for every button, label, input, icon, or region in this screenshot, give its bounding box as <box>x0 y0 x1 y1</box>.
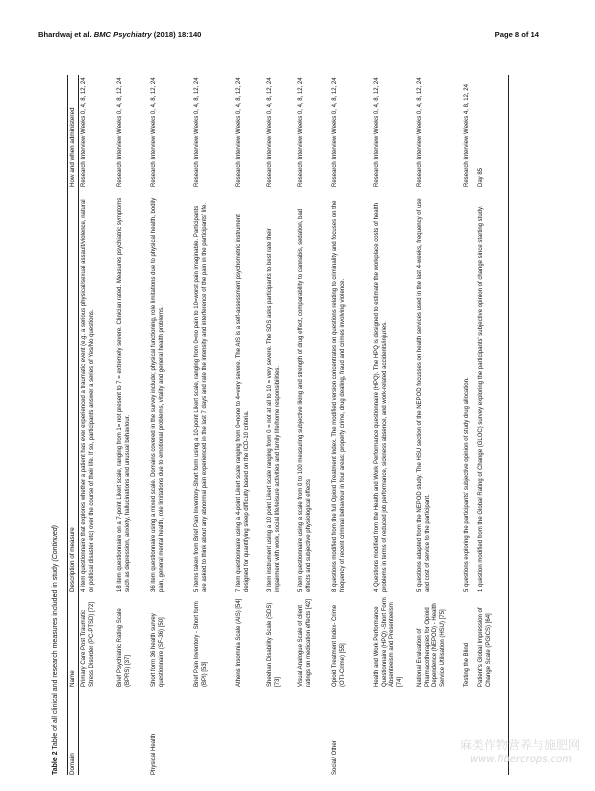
table-header-rule <box>78 75 79 775</box>
row-measure-name: Brief Pain Inventory - Short form (BPI) [53] <box>194 601 208 687</box>
row-description: 5 item questionnaire using a scale from 0 to 100 measuring subjective liking and strength of drug effect, comparability to cannabis, sedation, bad effects and subjective physiological effects <box>298 208 312 592</box>
watermark-chinese: 麻类作物营养与施肥网 <box>460 738 581 752</box>
row-description: 4 Questions modified from the Health and Work Performance questionnaire (HPQ). The HPQ is designed to estimate the workplace costs of health problems in terms of reduced job performance, sickness absence, and work-related accidents/injuries. <box>374 203 388 592</box>
header-journal: BMC Psychiatry <box>93 30 152 39</box>
row-administration: Research Interview Weeks 0, 4, 8, 12, 24 <box>374 77 380 187</box>
table-top-rule <box>67 75 68 775</box>
row-description: 1 question modified from the Global Rating of Change (GLOC) survey exploring the participants' subjective opinion of change since starting study. <box>478 205 484 592</box>
running-header-citation <box>38 30 201 39</box>
row-description: 4 item questionnaire that explores whether a patient has ever experienced a traumatic event (e.g. a serious physical/sexual assault/violence, natural or political disaster etc) over the course of their life. If so, participants answer a series of Yes/No questions. <box>81 199 95 592</box>
row-description: 18 item questionnaire on a 7-point Likert scale, ranging from 1= not present to 7 = extremely severe. Clinician rated. Measures psychiatric symptoms such as depression, anxiety, hallucinations and unusual behaviour. <box>117 197 131 592</box>
row-description: 5 items taken from Brief Pain Inventory-Short form using a 10-point Likert scale, ranging from 0=no pain to 10=worst pain imaginable. Participants are asked to think about any abnormal pain experienced in the last 7 days and rate the intensity and interference of the pain in the participants' life. <box>194 202 208 592</box>
row-description: 3 item instrument using a 10 point Likert scale ranging from 0 = not at all to 10 = very severe. The SDS asks participants to best rate their impairment with work, social life/leisure activities and family life/home responsibilities. <box>267 228 281 592</box>
rotated-table <box>52 75 552 775</box>
row-domain: Social/ Other <box>332 740 338 775</box>
row-measure-name: Testing the Blind <box>464 642 470 687</box>
header-citation: (2018) 18:140 <box>153 30 202 39</box>
column-header-administration: How and when administered <box>69 107 76 187</box>
row-administration: Research Interview Weeks 4, 8, 12, 24 <box>464 84 470 187</box>
row-measure-name: National Evaluation of Pharmacotherapies for Opioid Dependence (NEPOD) - Health Service Utilisation (HSU) [75] <box>417 603 446 687</box>
column-header-name: Name <box>69 670 76 687</box>
row-description: 5 questions adapted from the NEPOD study. The HSU section of the NEPOD focusses on health services used in the last 4-weeks, frequency of use and cost of service to the participant. <box>417 198 431 592</box>
row-administration: Research Interview Weeks 0, 4, 8, 12, 24 <box>298 77 304 187</box>
row-administration: Research Interview Weeks 0, 4, 8, 12, 24 <box>81 77 87 187</box>
table-caption-text: Table of all clinical and research measures included in study <box>52 563 59 750</box>
header-authors: Bhardwaj et al. <box>38 30 92 39</box>
row-measure-name: Brief Psychiatric Rating Scale (BPRS) [37] <box>117 608 131 687</box>
row-administration: Research Interview Weeks 0, 4, 8, 12, 24 <box>117 77 123 187</box>
row-measure-name: Short form 36 health survey questionnaire (SF-36) [50] <box>151 613 165 687</box>
row-administration: Research Interview Weeks 0, 4, 8, 12, 24 <box>151 77 157 187</box>
table-caption <box>52 525 59 775</box>
table-label: Table 2 <box>52 751 59 775</box>
row-domain: Physical Health <box>151 733 157 775</box>
row-measure-name: Patient's Global Impression of Change Scale (PGICS) [64] <box>478 607 492 687</box>
row-description: 8 questions modified from the full Opioid Treatment Index. The modified version concentrates on questions relating to criminality and focuses on the frequency of recent criminal behaviour in four areas: property crime, drug dealing, fraud and crimes involving violence. <box>332 200 346 592</box>
row-administration: Day 85 <box>478 167 484 187</box>
column-header-domain: Domain <box>69 753 76 775</box>
row-administration: Research Interview Weeks 0, 4, 8, 12, 24 <box>267 77 273 187</box>
row-measure-name: Health and Work Performance Questionnaire (HPQ) -Short Form Absenteeism and Presenteeism [74] <box>374 597 403 687</box>
row-description: 7 item questionnaire using a 4-point Likert scale ranging from 0=none to 4=very severe. The AIS is a self-assessment psychometric instrument designed for quantifying sleep difficulty based on the ICD-10 criteria. <box>236 214 250 592</box>
table-continued: (Continued) <box>52 525 59 562</box>
row-measure-name: Sheehan Disability Scale (SDS) [73] <box>267 602 281 687</box>
row-description: 36 item questionnaire using a mixed scale. Domains covered in the survey include; physical functioning, role limitations due to physical health, bodily pain, general mental health, role limitations due to emotional problems, vitality and general health problems. <box>151 197 165 592</box>
row-measure-name: Visual Analogue Scale of client ratings on medication effects [42] <box>298 599 312 687</box>
row-administration: Research Interview Weeks 0, 4, 8, 12, 24 <box>236 77 242 187</box>
row-measure-name: Primary Care Post Traumatic Stress Disorder (PC-PTSD) [72] <box>81 601 95 687</box>
watermark-url: www.fibercrops.com <box>470 754 572 765</box>
row-description: 5 questions exploring the participants' subjective opinion of study drug allocation. <box>464 377 470 592</box>
page-number: Page 8 of 14 <box>494 30 539 39</box>
row-administration: Research Interview Weeks 0, 4, 8, 12, 24 <box>417 77 423 187</box>
row-administration: Research Interview Weeks 0, 4, 8, 12, 24 <box>332 77 338 187</box>
row-measure-name: Opioid Treatment Index- Crime (OTI-Crime) [55] <box>332 604 346 687</box>
row-measure-name: Athens Insomnia Scale (AIS) [54] <box>236 598 242 687</box>
table-bottom-rule <box>508 75 509 775</box>
column-header-description: Description of measure <box>69 527 76 592</box>
row-administration: Research Interview Weeks 0, 4, 8, 12, 24 <box>194 77 200 187</box>
